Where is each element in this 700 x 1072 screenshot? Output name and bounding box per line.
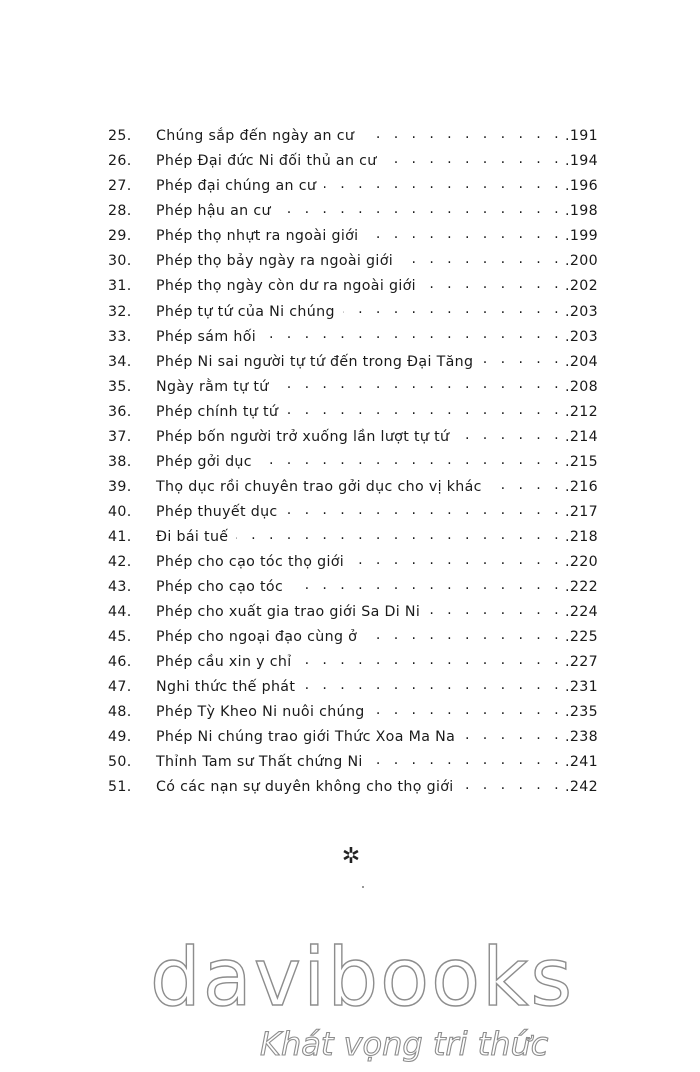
toc-entry-number: 49. bbox=[108, 729, 132, 746]
toc-dot-leader bbox=[362, 126, 563, 140]
toc-entry bbox=[108, 552, 598, 577]
toc-entry-number: 29. bbox=[108, 228, 132, 245]
toc-entry-number: 28. bbox=[108, 203, 132, 220]
toc-entry bbox=[108, 477, 598, 502]
toc-entry-page: .212 bbox=[565, 403, 598, 420]
toc-entry-title: Phép chính tự tứ bbox=[156, 403, 279, 420]
toc-entry-number: 45. bbox=[108, 629, 132, 646]
toc-entry-page: .208 bbox=[565, 378, 598, 395]
toc-entry-page: .199 bbox=[565, 228, 598, 245]
toc-entry-page: .191 bbox=[565, 128, 598, 145]
toc-entry-number: 41. bbox=[108, 528, 132, 545]
toc-entry-number: 46. bbox=[108, 654, 132, 671]
toc-entry-title: Phép cho ngoại đạo cùng ở bbox=[156, 629, 358, 646]
toc-entry-page: .222 bbox=[565, 579, 598, 596]
toc-entry-number: 37. bbox=[108, 428, 132, 445]
toc-dot-leader bbox=[352, 552, 563, 566]
toc-entry-page: .217 bbox=[565, 503, 598, 520]
toc-entry-number: 50. bbox=[108, 754, 132, 771]
toc-entry bbox=[108, 226, 598, 251]
toc-entry bbox=[108, 427, 598, 452]
toc-dot-leader bbox=[277, 376, 563, 390]
toc-entry bbox=[108, 527, 598, 552]
toc-entry-title: Phép thọ bảy ngày ra ngoài giới bbox=[156, 253, 394, 270]
toc-entry bbox=[108, 627, 598, 652]
toc-entry-page: .238 bbox=[565, 729, 598, 746]
toc-entry bbox=[108, 777, 598, 802]
toc-entry-page: .214 bbox=[565, 428, 598, 445]
toc-dot-leader bbox=[365, 627, 563, 641]
toc-entry-title: Phép thuyết dục bbox=[156, 503, 278, 520]
toc-entry-page: .203 bbox=[565, 328, 598, 345]
toc-entry-title: Phép hậu an cư bbox=[156, 203, 271, 220]
toc-entry-number: 26. bbox=[108, 153, 132, 170]
toc-entry bbox=[108, 126, 598, 151]
toc-dot-leader bbox=[300, 652, 563, 666]
toc-entry-number: 38. bbox=[108, 453, 132, 470]
toc-dot-leader bbox=[424, 276, 563, 290]
toc-entry-title: Thỉnh Tam sư Thất chứng Ni bbox=[156, 754, 363, 771]
toc-entry-page: .235 bbox=[565, 704, 598, 721]
toc-dot-leader bbox=[385, 151, 563, 165]
toc-entry-title: Phép Đại đức Ni đối thủ an cư bbox=[156, 153, 377, 170]
toc-dot-leader bbox=[264, 326, 563, 340]
toc-entry-title: Phép sám hối bbox=[156, 328, 257, 345]
toc-entry-page: .227 bbox=[565, 654, 598, 671]
watermark-tagline: Khát vọng tri thức bbox=[260, 1025, 549, 1063]
toc-entry-title: Có các nạn sự duyên không cho thọ giới bbox=[156, 779, 454, 796]
toc-dot-leader bbox=[260, 452, 563, 466]
toc-dot-leader bbox=[343, 301, 563, 315]
toc-entry-page: .215 bbox=[565, 453, 598, 470]
print-speck bbox=[362, 886, 364, 888]
toc-entry bbox=[108, 326, 598, 351]
watermark bbox=[150, 930, 575, 1070]
toc-entry bbox=[108, 402, 598, 427]
toc-entry-number: 35. bbox=[108, 378, 132, 395]
toc-dot-leader bbox=[373, 702, 563, 716]
toc-entry-title: Phép Ni chúng trao giới Thức Xoa Ma Na bbox=[156, 729, 456, 746]
toc-entry-page: .242 bbox=[565, 779, 598, 796]
toc-entry-title: Thọ dục rồi chuyên trao gởi dục cho vị khác bbox=[156, 478, 482, 495]
toc-entry bbox=[108, 176, 598, 201]
toc-entry bbox=[108, 151, 598, 176]
toc-dot-leader bbox=[481, 351, 563, 365]
toc-entry bbox=[108, 602, 598, 627]
toc-entry-number: 43. bbox=[108, 579, 132, 596]
toc-entry-page: .220 bbox=[565, 553, 598, 570]
toc-entry-number: 36. bbox=[108, 403, 132, 420]
toc-entry-title: Phép gởi dục bbox=[156, 453, 252, 470]
toc-entry-number: 31. bbox=[108, 278, 132, 295]
toc-dot-leader bbox=[279, 201, 563, 215]
watermark-brand: davibooks bbox=[150, 931, 575, 1024]
toc-dot-leader bbox=[303, 677, 563, 691]
toc-entry-page: .231 bbox=[565, 679, 598, 696]
table-of-contents bbox=[108, 126, 598, 802]
toc-entry-number: 39. bbox=[108, 478, 132, 495]
toc-entry-title: Phép Ni sai người tự tứ đến trong Đại Tăng bbox=[156, 353, 474, 370]
toc-dot-leader bbox=[286, 502, 563, 516]
toc-entry-number: 47. bbox=[108, 679, 132, 696]
toc-entry bbox=[108, 652, 598, 677]
toc-entry-number: 44. bbox=[108, 604, 132, 621]
toc-entry bbox=[108, 702, 598, 727]
toc-dot-leader bbox=[462, 777, 563, 791]
toc-entry-page: .194 bbox=[565, 153, 598, 170]
toc-entry bbox=[108, 376, 598, 401]
toc-entry-title: Đi bái tuế bbox=[156, 528, 229, 545]
toc-entry-number: 33. bbox=[108, 328, 132, 345]
toc-entry-title: Phép cầu xin y chỉ bbox=[156, 654, 292, 671]
toc-entry-page: .241 bbox=[565, 754, 598, 771]
toc-entry-page: .203 bbox=[565, 303, 598, 320]
toc-entry-page: .225 bbox=[565, 629, 598, 646]
toc-entry-title: Phép Tỳ Kheo Ni nuôi chúng bbox=[156, 704, 365, 721]
toc-entry bbox=[108, 276, 598, 301]
toc-dot-leader bbox=[286, 402, 563, 416]
toc-entry-number: 25. bbox=[108, 128, 132, 145]
toc-dot-leader bbox=[428, 602, 563, 616]
toc-entry bbox=[108, 677, 598, 702]
toc-entry-title: Phép cho cạo tóc bbox=[156, 579, 284, 596]
toc-entry-number: 30. bbox=[108, 253, 132, 270]
toc-dot-leader bbox=[401, 251, 563, 265]
toc-entry bbox=[108, 502, 598, 527]
toc-dot-leader bbox=[324, 176, 563, 190]
toc-entry bbox=[108, 452, 598, 477]
toc-entry-number: 32. bbox=[108, 303, 132, 320]
toc-entry-title: Phép cho xuất gia trao giới Sa Di Ni bbox=[156, 604, 421, 621]
toc-dot-leader bbox=[463, 727, 563, 741]
toc-entry-page: .200 bbox=[565, 253, 598, 270]
toc-entry-title: Phép bốn người trở xuống lần lượt tự tứ bbox=[156, 428, 450, 445]
toc-dot-leader bbox=[236, 527, 563, 541]
toc-entry-title: Phép thọ ngày còn dư ra ngoài giới bbox=[156, 278, 416, 295]
toc-entry bbox=[108, 752, 598, 777]
toc-dot-leader bbox=[371, 752, 563, 766]
toc-dot-leader bbox=[490, 477, 563, 491]
toc-entry bbox=[108, 201, 598, 226]
toc-entry-page: .216 bbox=[565, 478, 598, 495]
toc-entry-title: Phép tự tứ của Ni chúng bbox=[156, 303, 335, 320]
toc-entry-number: 34. bbox=[108, 353, 132, 370]
toc-entry bbox=[108, 727, 598, 752]
toc-entry-title: Nghi thức thế phát bbox=[156, 679, 296, 696]
toc-entry-number: 42. bbox=[108, 553, 132, 570]
toc-entry-page: .198 bbox=[565, 203, 598, 220]
toc-entry-page: .202 bbox=[565, 278, 598, 295]
toc-dot-leader bbox=[366, 226, 563, 240]
toc-entry-number: 27. bbox=[108, 178, 132, 195]
toc-entry-page: .218 bbox=[565, 528, 598, 545]
toc-entry-number: 51. bbox=[108, 779, 132, 796]
toc-entry-page: .204 bbox=[565, 353, 598, 370]
toc-entry bbox=[108, 301, 598, 326]
toc-entry-title: Phép cho cạo tóc thọ giới bbox=[156, 553, 345, 570]
toc-entry bbox=[108, 351, 598, 376]
toc-entry bbox=[108, 577, 598, 602]
toc-entry-page: .224 bbox=[565, 604, 598, 621]
toc-entry-title: Ngày rằm tự tứ bbox=[156, 378, 269, 395]
toc-dot-leader bbox=[457, 427, 563, 441]
toc-entry-title: Chúng sắp đến ngày an cư bbox=[156, 128, 355, 145]
asterisk-ornament-icon: ✲ bbox=[341, 844, 361, 869]
toc-entry-page: .196 bbox=[565, 178, 598, 195]
toc-entry-title: Phép đại chúng an cư bbox=[156, 178, 317, 195]
toc-dot-leader bbox=[291, 577, 563, 591]
toc-entry-number: 40. bbox=[108, 503, 132, 520]
toc-entry-title: Phép thọ nhựt ra ngoài giới bbox=[156, 228, 359, 245]
toc-entry-number: 48. bbox=[108, 704, 132, 721]
toc-entry bbox=[108, 251, 598, 276]
